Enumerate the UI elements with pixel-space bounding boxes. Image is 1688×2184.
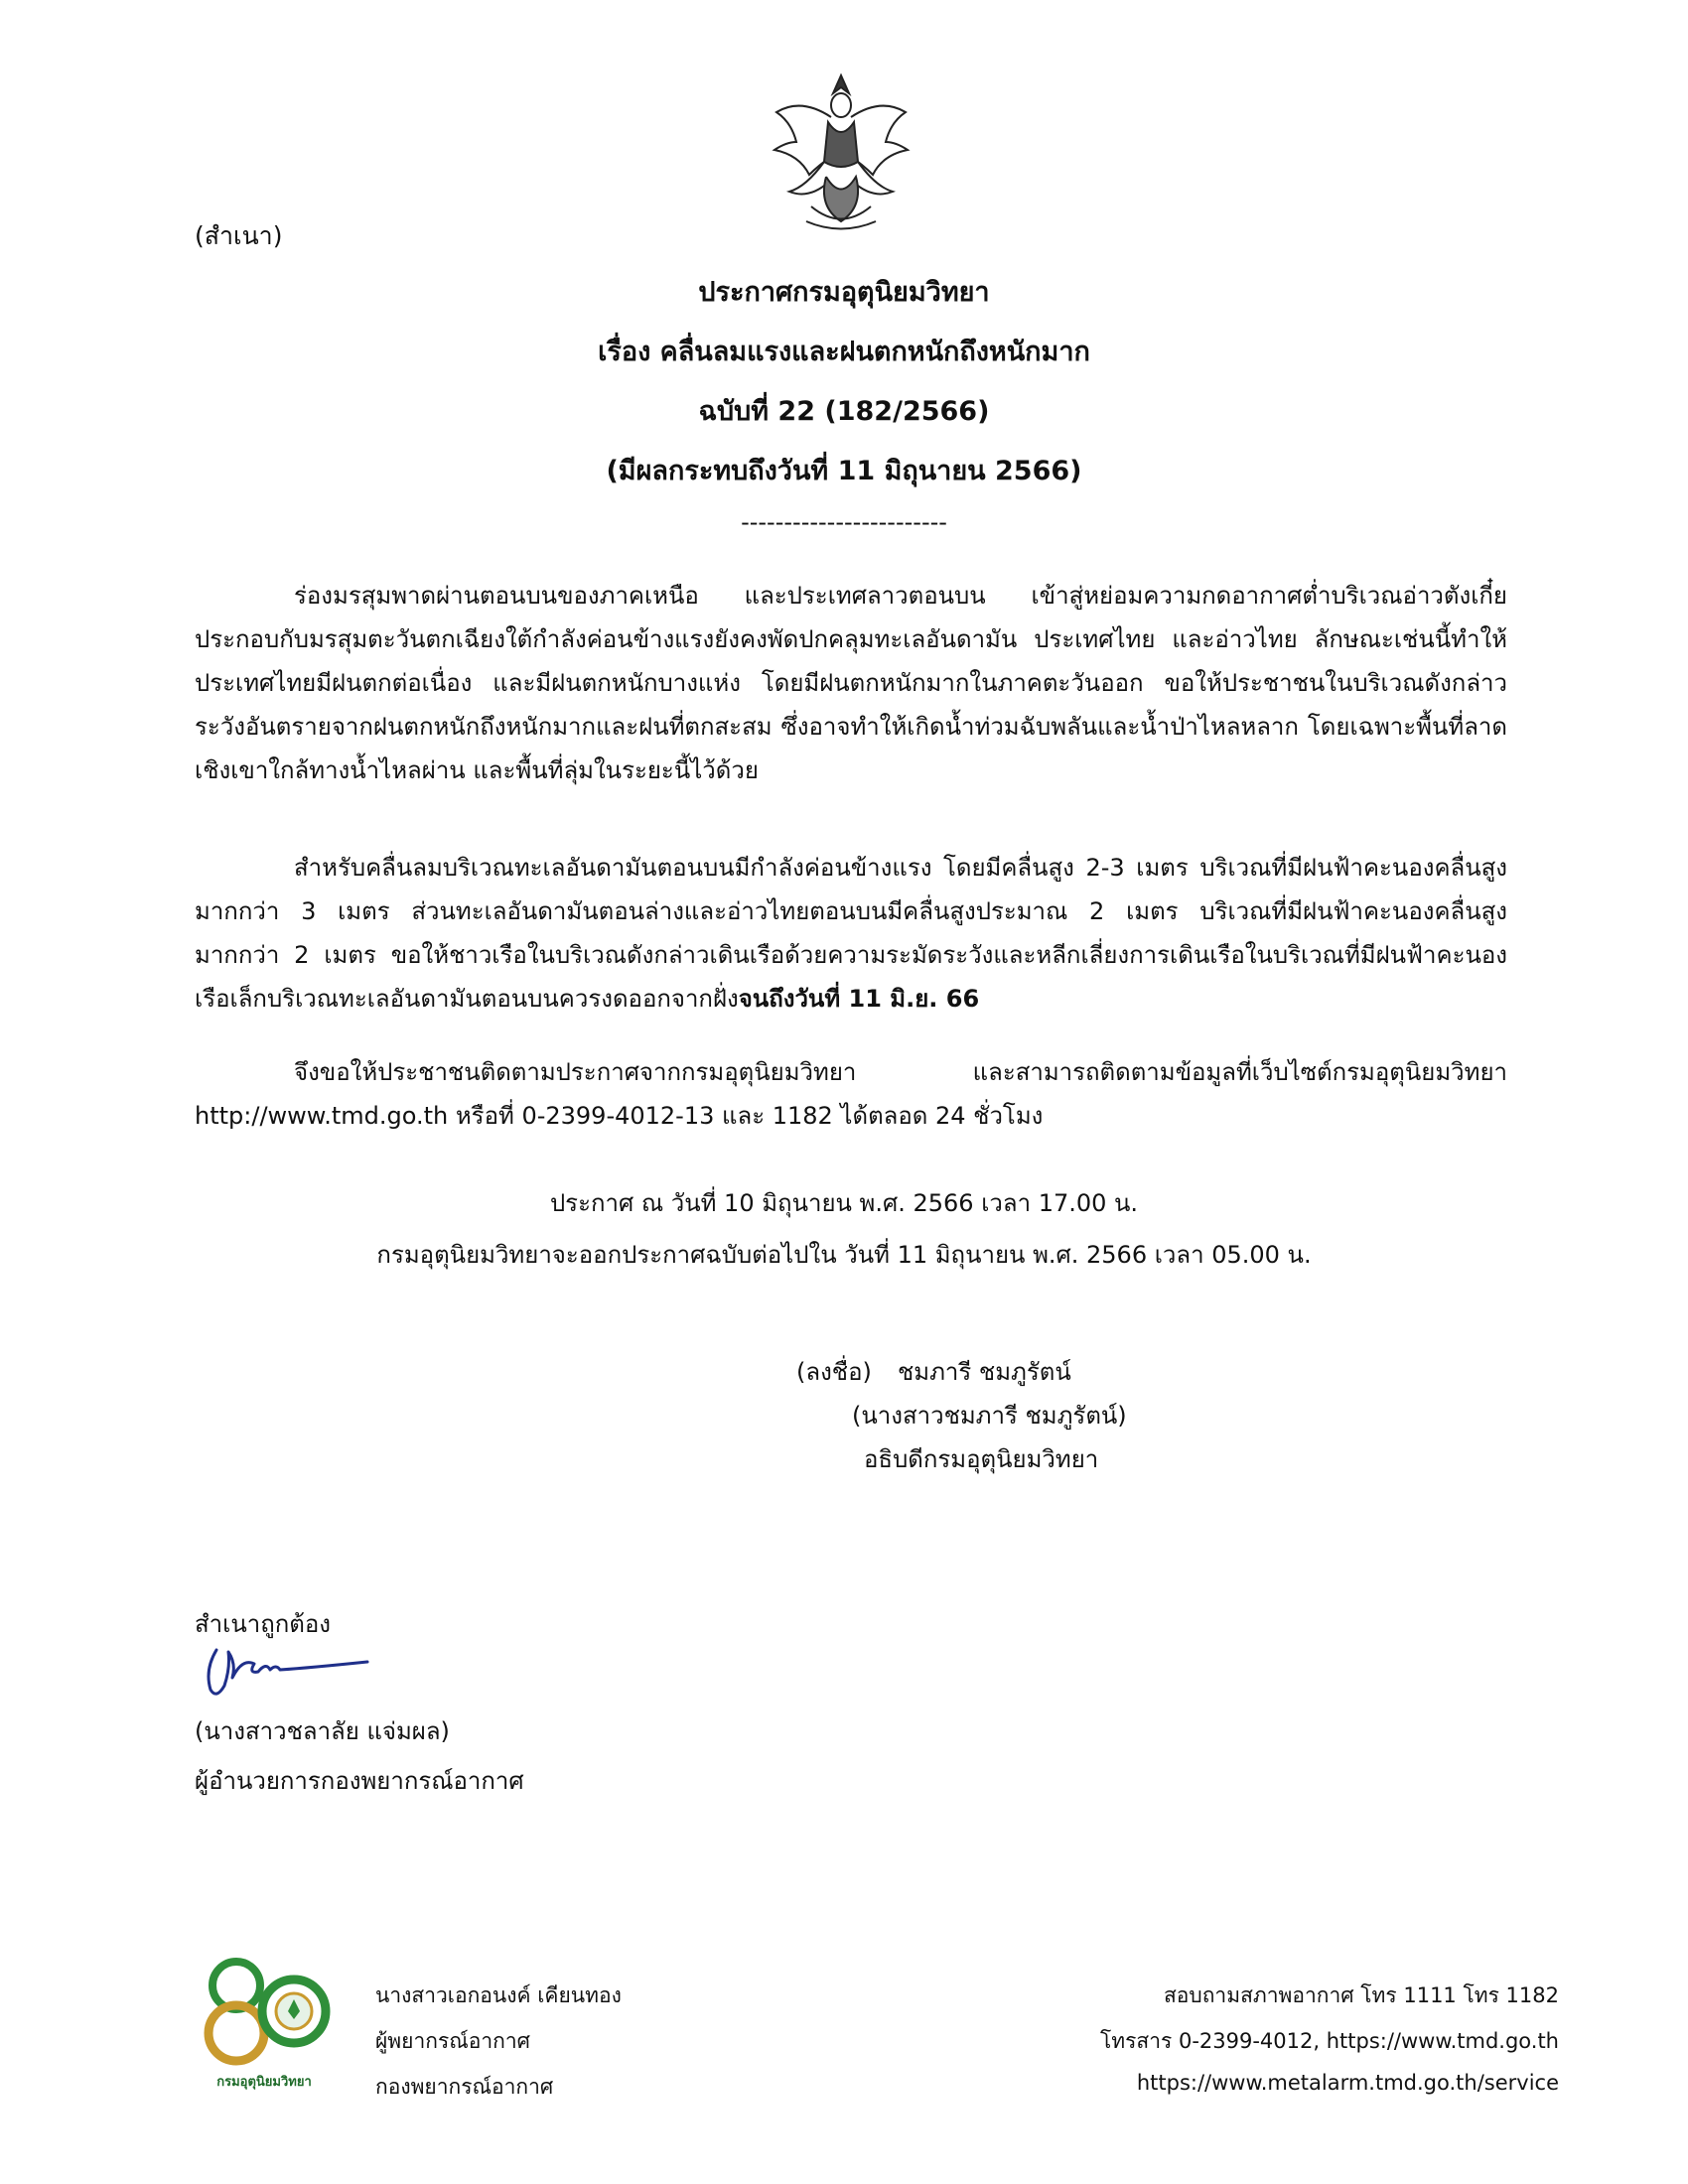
certifier-name: (นางสาวชลาลัย แจ่มผล) <box>195 1717 450 1745</box>
signed-label: (ลงชื่อ) <box>796 1358 872 1386</box>
announcement-title: ประกาศกรมอุตุนิยมวิทยา <box>698 277 990 308</box>
copy-mark: (สำเนา) <box>195 221 283 250</box>
signer-position: อธิบดีกรมอุตุนิยมวิทยา <box>864 1445 1099 1473</box>
metalarm-link[interactable]: https://www.metalarm.tmd.go.th/service <box>1136 2071 1559 2095</box>
garuda-emblem <box>767 68 915 236</box>
certified-label: สำเนาถูกต้อง <box>195 1610 331 1638</box>
handwritten-signature <box>195 1638 393 1704</box>
next-issue-time: กรมอุตุนิยมวิทยาจะออกประกาศฉบับต่อไปใน วันที่ 11 มิถุนายน พ.ศ. 2566 เวลา 05.00 น. <box>376 1241 1312 1269</box>
forecaster-position: ผู้พยากรณ์อากาศ <box>375 2029 530 2053</box>
issued-time: ประกาศ ณ วันที่ 10 มิถุนายน พ.ศ. 2566 เวลา 17.00 น. <box>549 1189 1139 1217</box>
logo-caption: กรมอุตุนิยมวิทยา <box>216 2075 312 2090</box>
announcement-effective: (มีผลกระทบถึงวันที่ 11 มิถุนายน 2566) <box>606 456 1082 486</box>
paragraph-weather: ร่องมรสุมพาดผ่านตอนบนของภาคเหนือ และประเทศลาวตอนบน เข้าสู่หย่อมความกดอากาศต่ำบริเวณอ่าวตังเกี๋ย ประกอบกับมรสุมตะวันตกเฉียงใต้กำลังค่อนข้างแรงยังคงพัดปกคลุมทะเลอันดามัน ประเทศไทย และอ่าวไทย ลักษณะเช่นนี้ทำให้ประเทศไทยมีฝนตกต่อเนื่อง และมีฝนตกหนักบางแห่ง โดยมีฝนตกหนักมากในภาคตะวันออก ขอให้ประชาชนในบริเวณดังกล่าวระวังอันตรายจากฝนตกหนักถึงหนักมากและฝนที่ตกสะสม ซึ่งอาจทำให้เกิดน้ำท่วมฉับพลันและน้ำป่าไหลหลาก โดยเฉพาะพื้นที่ลาดเชิงเขาใกล้ทางน้ำไหลผ่าน และพื้นที่ลุ่มในระยะนี้ไว้ด้วย <box>195 582 1507 784</box>
paragraph-follow: จึงขอให้ประชาชนติดตามประกาศจากกรมอุตุนิยมวิทยา และสามารถติดตามข้อมูลที่เว็บไซต์กรมอุตุนิยมวิทยา http://www.tmd.go.th หรือที่ 0-2399-4012-13 และ 1182 ได้ตลอด 24 ชั่วโมง <box>195 1058 1507 1130</box>
contact-phone: สอบถามสภาพอากาศ โทร 1111 โทร 1182 <box>1163 1983 1559 2007</box>
heading-separator: ------------------------ <box>741 508 947 536</box>
forecaster-division: กองพยากรณ์อากาศ <box>375 2075 554 2099</box>
certifier-position: ผู้อำนวยการกองพยากรณ์อากาศ <box>195 1767 524 1795</box>
announcement-subject: เรื่อง คลื่นลมแรงและฝนตกหนักถึงหนักมาก <box>598 337 1090 367</box>
contact-fax-website[interactable]: โทรสาร 0-2399-4012, https://www.tmd.go.th <box>1100 2029 1559 2053</box>
forecaster-name: นางสาวเอกอนงค์ เคียนทอง <box>375 1983 622 2007</box>
paragraph-waves-text: สำหรับคลื่นลมบริเวณทะเลอันดามันตอนบนมีกำลังค่อนข้างแรง โดยมีคลื่นสูง 2-3 เมตร บริเวณที่มีฝนฟ้าคะนองคลื่นสูงมากกว่า 3 เมตร ส่วนทะเลอันดามันตอนล่างและอ่าวไทยตอนบนมีคลื่นสูงประมาณ 2 เมตร บริเวณที่มีฝนฟ้าคะนองคลื่นสูงมากกว่า 2 เมตร ขอให้ชาวเรือในบริเวณดังกล่าวเดินเรือด้วยความระมัดระวังและหลีกเลี่ยงการเดินเรือในบริเวณที่มีฝนฟ้าคะนอง เรือเล็กบริเวณทะเลอันดามันตอนบนควรงดออกจากฝั่ง <box>195 854 1507 1013</box>
paragraph-waves <box>195 846 1507 1021</box>
announcement-number: ฉบับที่ 22 (182/2566) <box>698 396 990 427</box>
signed-name: ชมภารี ชมภูรัตน์ <box>898 1358 1071 1386</box>
paragraph-waves-deadline: จนถึงวันที่ 11 มิ.ย. 66 <box>738 985 980 1013</box>
tmd-80-logo <box>197 1952 332 2087</box>
signer-full-name: (นางสาวชมภารี ชมภูรัตน์) <box>852 1402 1127 1430</box>
